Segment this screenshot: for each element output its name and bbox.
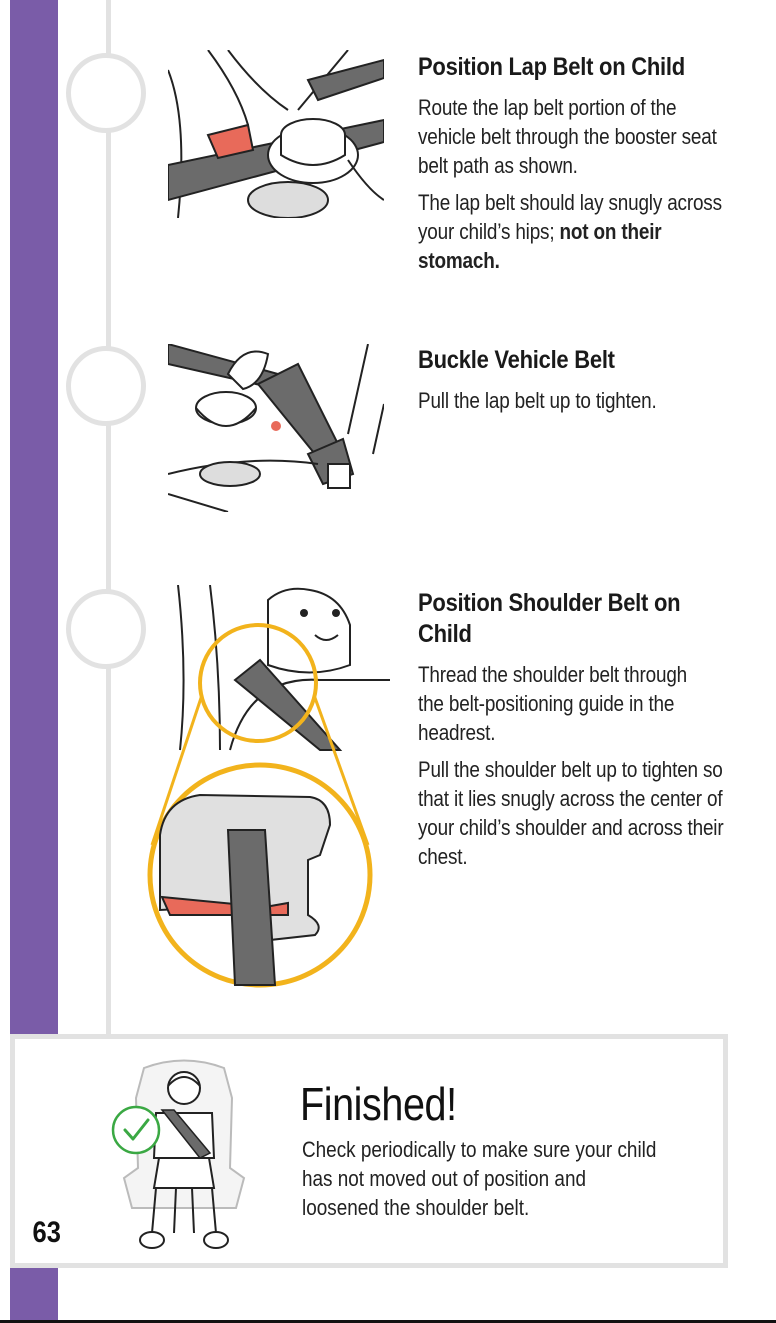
check-circle-icon: [113, 1107, 159, 1153]
shoulder-belt-illustration: [140, 585, 390, 990]
step-paragraph: Route the lap belt portion of the vehicle belt through the booster seat belt path as shown.: [418, 95, 717, 178]
lap-belt-illustration: [168, 50, 384, 218]
finished-title: Finished!: [300, 1078, 457, 1130]
page-number: 63: [30, 1216, 63, 1250]
step-2-text: [418, 345, 738, 423]
step-title: Position Shoulder Belt on Child: [418, 589, 681, 648]
step-paragraph: Pull the lap belt up to tighten.: [418, 388, 657, 413]
step-paragraph: Thread the shoulder belt through the belt-positioning guide in the headrest.: [418, 662, 688, 745]
step-paragraph: [418, 188, 736, 275]
step-3-text: [418, 588, 738, 879]
child-in-booster-illustration: [104, 1058, 264, 1253]
step-title: Buckle Vehicle Belt: [418, 346, 615, 374]
step-paragraph-emphasis: not on their stomach.: [418, 219, 662, 273]
step-title: Position Lap Belt on Child: [418, 53, 685, 81]
timeline-line: [106, 0, 111, 1040]
step-2-marker: [66, 346, 146, 426]
buckle-belt-illustration: [168, 344, 384, 512]
step-1-text: [418, 52, 738, 283]
step-3-marker: [66, 589, 146, 669]
step-1-marker: [66, 53, 146, 133]
step-paragraph-text: The lap belt should lay snugly across your child’s hips;: [418, 190, 722, 244]
step-paragraph: Pull the shoulder belt up to tighten so that it lies snugly across the center of your child’s shoulder and across their chest.: [418, 757, 724, 869]
finished-body: Check periodically to make sure your child has not moved out of position and loosened the shoulder belt.: [302, 1137, 657, 1220]
